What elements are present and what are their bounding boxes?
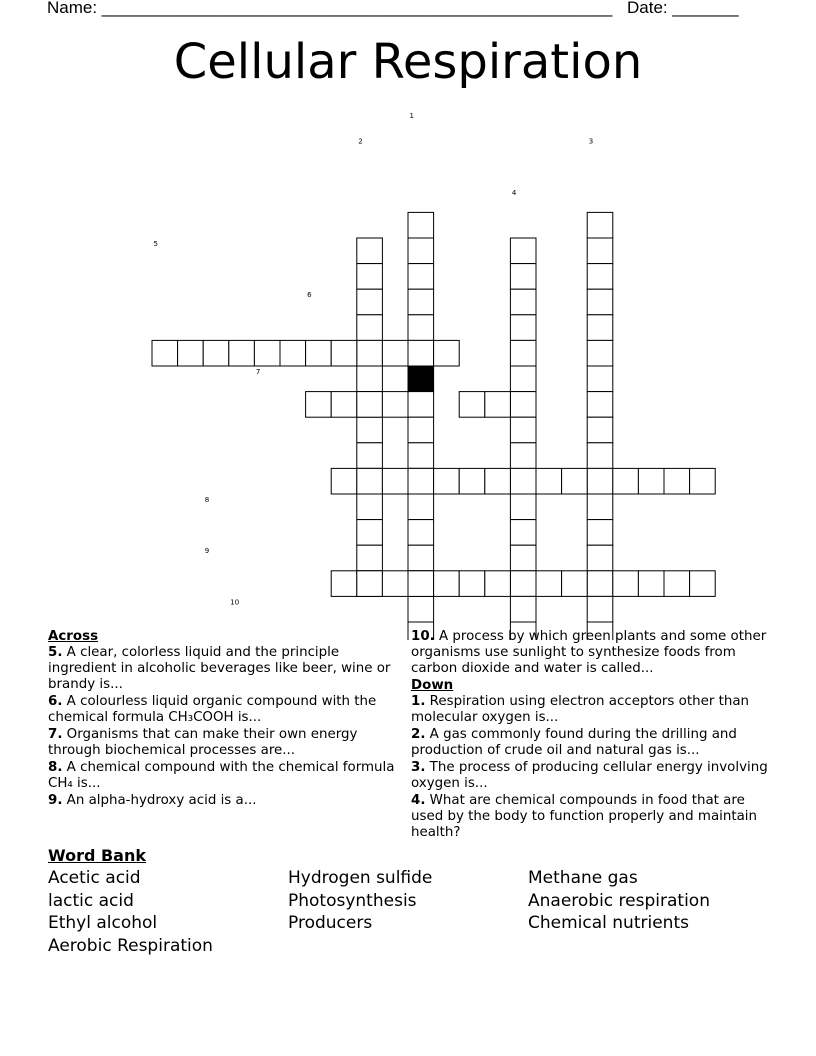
crossword-cell[interactable] bbox=[587, 520, 613, 546]
crossword-cell[interactable] bbox=[408, 468, 434, 494]
crossword-cell[interactable] bbox=[382, 340, 408, 366]
crossword-black-cell bbox=[408, 366, 434, 392]
crossword-cell[interactable] bbox=[587, 238, 613, 264]
page-title: Cellular Respiration bbox=[173, 34, 643, 90]
crossword-cell[interactable] bbox=[690, 468, 716, 494]
crossword-cell[interactable] bbox=[587, 212, 613, 238]
crossword-cell[interactable] bbox=[382, 392, 408, 418]
crossword-cell[interactable] bbox=[613, 571, 639, 597]
clue-across-6: 6. A colourless liquid organic compound with the chemical formula CH₃COOH is... bbox=[48, 694, 377, 725]
crossword-cell[interactable] bbox=[510, 264, 536, 290]
clue-across-10: 10. A process by which green plants and some other organisms use sunlight to synthesize foods from carbon dioxide and water is called... bbox=[411, 629, 767, 676]
word-bank-item: Ethyl alcohol bbox=[48, 913, 158, 933]
crossword-cell[interactable] bbox=[510, 494, 536, 520]
clue-across-7: 7. Organisms that can make their own energy through biochemical processes are... bbox=[48, 727, 358, 758]
crossword-cell[interactable] bbox=[408, 520, 434, 546]
word-bank-item: Producers bbox=[288, 913, 373, 933]
clue-across-5: 5. A clear, colorless liquid and the principle ingredient in alcoholic beverages like beer, wine or brandy is... bbox=[48, 645, 391, 692]
crossword-cell[interactable] bbox=[562, 571, 588, 597]
crossword-cell[interactable] bbox=[306, 340, 332, 366]
crossword-cell[interactable] bbox=[459, 571, 485, 597]
crossword-cell[interactable] bbox=[510, 596, 536, 622]
crossword-cell[interactable] bbox=[510, 340, 536, 366]
crossword-cell[interactable] bbox=[587, 494, 613, 520]
right-clues bbox=[411, 629, 771, 842]
word-bank-item: Photosynthesis bbox=[288, 890, 417, 911]
crossword-cell[interactable] bbox=[459, 392, 485, 418]
crossword-clue-number: 4 bbox=[511, 188, 517, 197]
crossword-cell[interactable] bbox=[357, 315, 383, 341]
crossword-cell[interactable] bbox=[510, 289, 536, 315]
name-field[interactable]: Name: ______________________________________________________ bbox=[47, 0, 613, 17]
crossword-clue-number: 2 bbox=[358, 137, 363, 146]
crossword-cell[interactable] bbox=[485, 571, 511, 597]
word-bank-item: Anaerobic respiration bbox=[528, 890, 710, 911]
crossword-cell[interactable] bbox=[408, 494, 434, 520]
crossword-cell[interactable] bbox=[408, 212, 434, 238]
crossword-cell[interactable] bbox=[357, 545, 383, 571]
clue-down-2: 2. A gas commonly found during the drilling and production of crude oil and natural gas is... bbox=[411, 727, 737, 758]
crossword-cell[interactable] bbox=[587, 545, 613, 571]
crossword-cell[interactable] bbox=[306, 392, 332, 418]
crossword-cell[interactable] bbox=[331, 571, 357, 597]
crossword-clue-number: 10 bbox=[230, 598, 240, 607]
crossword-cell[interactable] bbox=[331, 392, 357, 418]
clue-across-8: 8. A chemical compound with the chemical formula CH₄ is... bbox=[48, 760, 395, 791]
crossword-cell[interactable] bbox=[357, 264, 383, 290]
crossword-cell[interactable] bbox=[408, 238, 434, 264]
across-clues bbox=[48, 629, 400, 810]
crossword-cell[interactable] bbox=[459, 468, 485, 494]
crossword-cell[interactable] bbox=[587, 340, 613, 366]
crossword-cell[interactable] bbox=[664, 571, 690, 597]
crossword-cell[interactable] bbox=[357, 520, 383, 546]
crossword-cell[interactable] bbox=[408, 571, 434, 597]
crossword-cell[interactable] bbox=[485, 468, 511, 494]
crossword-clue-number: 1 bbox=[409, 112, 414, 120]
crossword-cell[interactable] bbox=[382, 468, 408, 494]
crossword-cell[interactable] bbox=[357, 417, 383, 443]
crossword-cell[interactable] bbox=[408, 289, 434, 315]
word-bank-col-3 bbox=[528, 867, 710, 935]
crossword-cell[interactable] bbox=[510, 238, 536, 264]
crossword-clue-number: 7 bbox=[255, 368, 261, 376]
crossword-cell[interactable] bbox=[510, 315, 536, 341]
clue-down-1: 1. Respiration using electron acceptors other than molecular oxygen is... bbox=[411, 694, 750, 725]
crossword-cell[interactable] bbox=[587, 392, 613, 418]
word-bank-col-1 bbox=[48, 867, 213, 957]
word-bank-item: Methane gas bbox=[528, 868, 638, 888]
date-field[interactable]: Date: _______ bbox=[627, 0, 739, 17]
clue-down-4: 4. What are chemical compounds in food that are used by the body to function properly and maintain health? bbox=[411, 793, 758, 840]
crossword-cell[interactable] bbox=[587, 596, 613, 622]
clue-down-3: 3. The process of producing cellular energy involving oxygen is... bbox=[411, 760, 768, 791]
crossword-cell[interactable] bbox=[382, 571, 408, 597]
crossword-cell[interactable] bbox=[587, 315, 613, 341]
clue-across-9: 9. An alpha-hydroxy acid is a... bbox=[48, 793, 257, 808]
crossword-cell[interactable] bbox=[408, 392, 434, 418]
crossword-cell[interactable] bbox=[434, 571, 460, 597]
crossword-cell[interactable] bbox=[587, 443, 613, 469]
crossword-cell[interactable] bbox=[510, 571, 536, 597]
crossword-cell[interactable] bbox=[638, 468, 664, 494]
crossword-cell[interactable] bbox=[510, 443, 536, 469]
crossword-cell[interactable] bbox=[357, 392, 383, 418]
crossword-cell[interactable] bbox=[331, 468, 357, 494]
crossword-cell[interactable] bbox=[408, 596, 434, 622]
crossword-cell[interactable] bbox=[510, 468, 536, 494]
crossword-cell[interactable] bbox=[562, 468, 588, 494]
word-bank-col-2 bbox=[288, 867, 432, 935]
crossword-cell[interactable] bbox=[408, 315, 434, 341]
crossword-cell[interactable] bbox=[510, 417, 536, 443]
crossword-clue-number: 6 bbox=[307, 291, 312, 300]
crossword-cell[interactable] bbox=[587, 468, 613, 494]
crossword-cell[interactable] bbox=[331, 340, 357, 366]
crossword-cell[interactable] bbox=[408, 443, 434, 469]
crossword-cell[interactable] bbox=[434, 468, 460, 494]
crossword-clue-number: 8 bbox=[204, 496, 210, 504]
crossword-cell[interactable] bbox=[408, 264, 434, 290]
crossword-cell[interactable] bbox=[664, 468, 690, 494]
crossword-cell[interactable] bbox=[510, 366, 536, 392]
crossword-cell[interactable] bbox=[357, 571, 383, 597]
crossword-cell[interactable] bbox=[152, 340, 178, 366]
crossword-cell[interactable] bbox=[178, 340, 204, 366]
word-bank-title: Word Bank bbox=[48, 846, 147, 865]
crossword-cell[interactable] bbox=[485, 392, 511, 418]
crossword-cell[interactable] bbox=[357, 494, 383, 520]
crossword-cell[interactable] bbox=[510, 520, 536, 546]
crossword-cell[interactable] bbox=[587, 264, 613, 290]
crossword-cell[interactable] bbox=[510, 545, 536, 571]
crossword-cell[interactable] bbox=[203, 340, 229, 366]
crossword-cell[interactable] bbox=[254, 340, 280, 366]
crossword-cell[interactable] bbox=[690, 571, 716, 597]
crossword-cell[interactable] bbox=[229, 340, 255, 366]
crossword-clue-number: 3 bbox=[588, 137, 594, 146]
crossword-cell[interactable] bbox=[357, 238, 383, 264]
crossword-cell[interactable] bbox=[587, 417, 613, 443]
crossword-cell[interactable] bbox=[510, 392, 536, 418]
crossword-cell[interactable] bbox=[536, 571, 562, 597]
crossword-cell[interactable] bbox=[357, 289, 383, 315]
crossword-cell[interactable] bbox=[357, 366, 383, 392]
crossword-cell[interactable] bbox=[434, 340, 460, 366]
word-bank-item: Aerobic Respiration bbox=[48, 935, 213, 956]
crossword-cell[interactable] bbox=[613, 468, 639, 494]
crossword-cell[interactable] bbox=[587, 571, 613, 597]
crossword-cell[interactable] bbox=[357, 443, 383, 469]
across-heading: Across bbox=[48, 629, 99, 644]
crossword-cell[interactable] bbox=[536, 468, 562, 494]
crossword-cell[interactable] bbox=[408, 545, 434, 571]
word-bank-item: Hydrogen sulfide bbox=[288, 868, 433, 888]
word-bank-item: lactic acid bbox=[48, 890, 134, 911]
word-bank-item: Chemical nutrients bbox=[528, 913, 689, 933]
crossword-cell[interactable] bbox=[357, 468, 383, 494]
crossword-cell[interactable] bbox=[638, 571, 664, 597]
crossword-cell[interactable] bbox=[587, 289, 613, 315]
crossword-cell[interactable] bbox=[587, 366, 613, 392]
crossword-cell[interactable] bbox=[408, 417, 434, 443]
crossword-cell[interactable] bbox=[357, 340, 383, 366]
crossword-clue-number: 5 bbox=[153, 240, 158, 248]
crossword-cell[interactable] bbox=[408, 340, 434, 366]
down-heading: Down bbox=[411, 678, 454, 693]
crossword-cell[interactable] bbox=[280, 340, 306, 366]
crossword-clue-number: 9 bbox=[204, 547, 210, 556]
word-bank-item: Acetic acid bbox=[48, 868, 141, 888]
